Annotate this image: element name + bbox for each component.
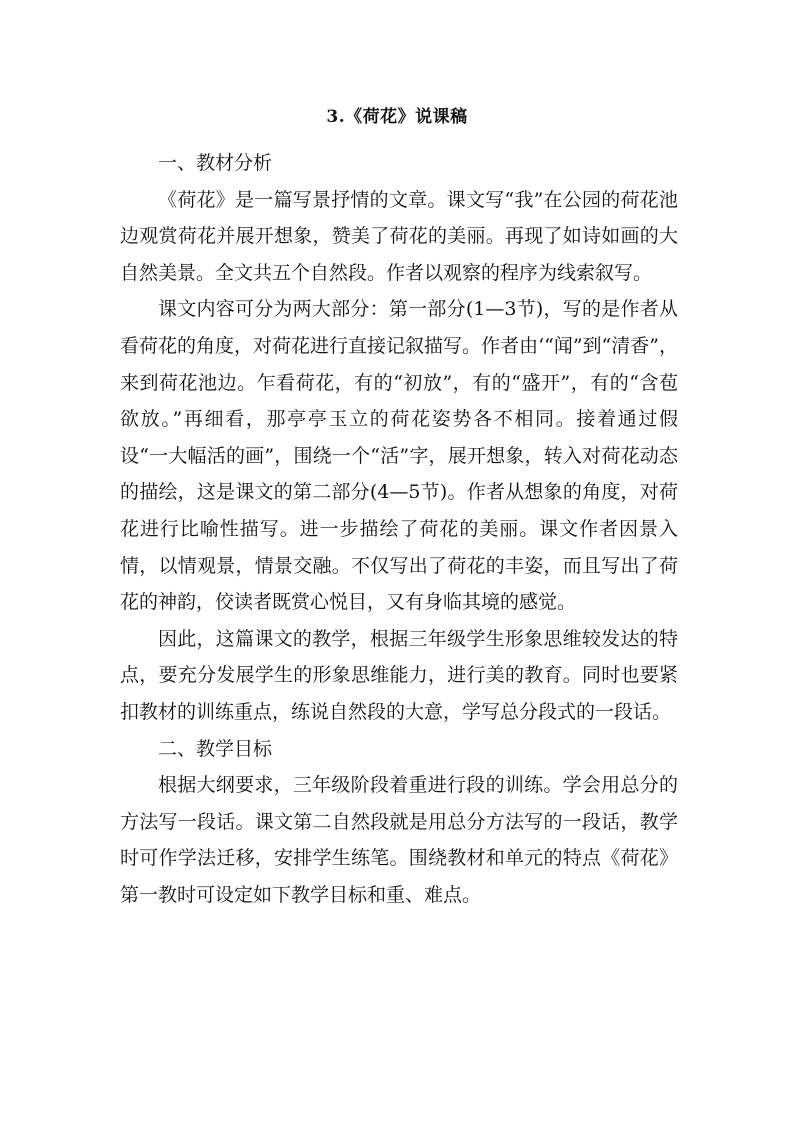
paragraph-teaching-approach: 因此，这篇课文的教学，根据三年级学生形象思维较发达的特点，要充分发展学生的形象思维能力，进行美的教育。同时也要紧扣教材的训练重点，练说自然段的大意，学写总分段式的一段话。 (120, 627, 678, 723)
paragraph-content-structure: 课文内容可分为两大部分：第一部分(1—3节)，写的是作者从看荷花的角度，对荷花进行直接记叙描写。作者由‘“闻”到“清香”，来到荷花池边。乍看荷花，有的“初放”，有的“盛开”，有的“含苞欲放。”再细看，那亭亭玉立的荷花姿势各不相同。接着通过假设“一大幅活的画”，围绕一个“活”字，展开想象，转入对荷花动态的描绘，这是课文的第二部分(4—5节)。作者从想象的角度，对荷花进行比喻性描写。进一步描绘了荷花的美丽。课文作者因景入情，以情观景，情景交融。不仅写出了荷花的丰姿，而且写出了荷花的神韵，佼读者既赏心悦目，又有身临其境的感觉。 (120, 298, 678, 614)
section-heading-textbook-analysis: 一、教材分析 (158, 152, 273, 174)
document-title: 3.《荷花》说课稿 (326, 107, 468, 127)
section-heading-teaching-goals: 二、教学目标 (158, 737, 273, 760)
paragraph-intro: 《荷花》是一篇写景抒情的文章。课文写“我”在公园的荷花池边观赏荷花并展开想象，赞美了荷花的美丽。再现了如诗如画的大自然美景。全文共五个自然段。作者以观察的程序为线索叙写。 (120, 188, 678, 284)
paragraph-teaching-goals: 根据大纲要求，三年级阶段着重进行段的训练。学会用总分的方法写一段话。课文第二自然段就是用总分方法写的一段话，教学时可作学法迁移，安排学生练笔。围绕教材和单元的特点《荷花》第一教时可设定如下教学目标和重、难点。 (120, 774, 678, 906)
document-body (120, 145, 678, 913)
